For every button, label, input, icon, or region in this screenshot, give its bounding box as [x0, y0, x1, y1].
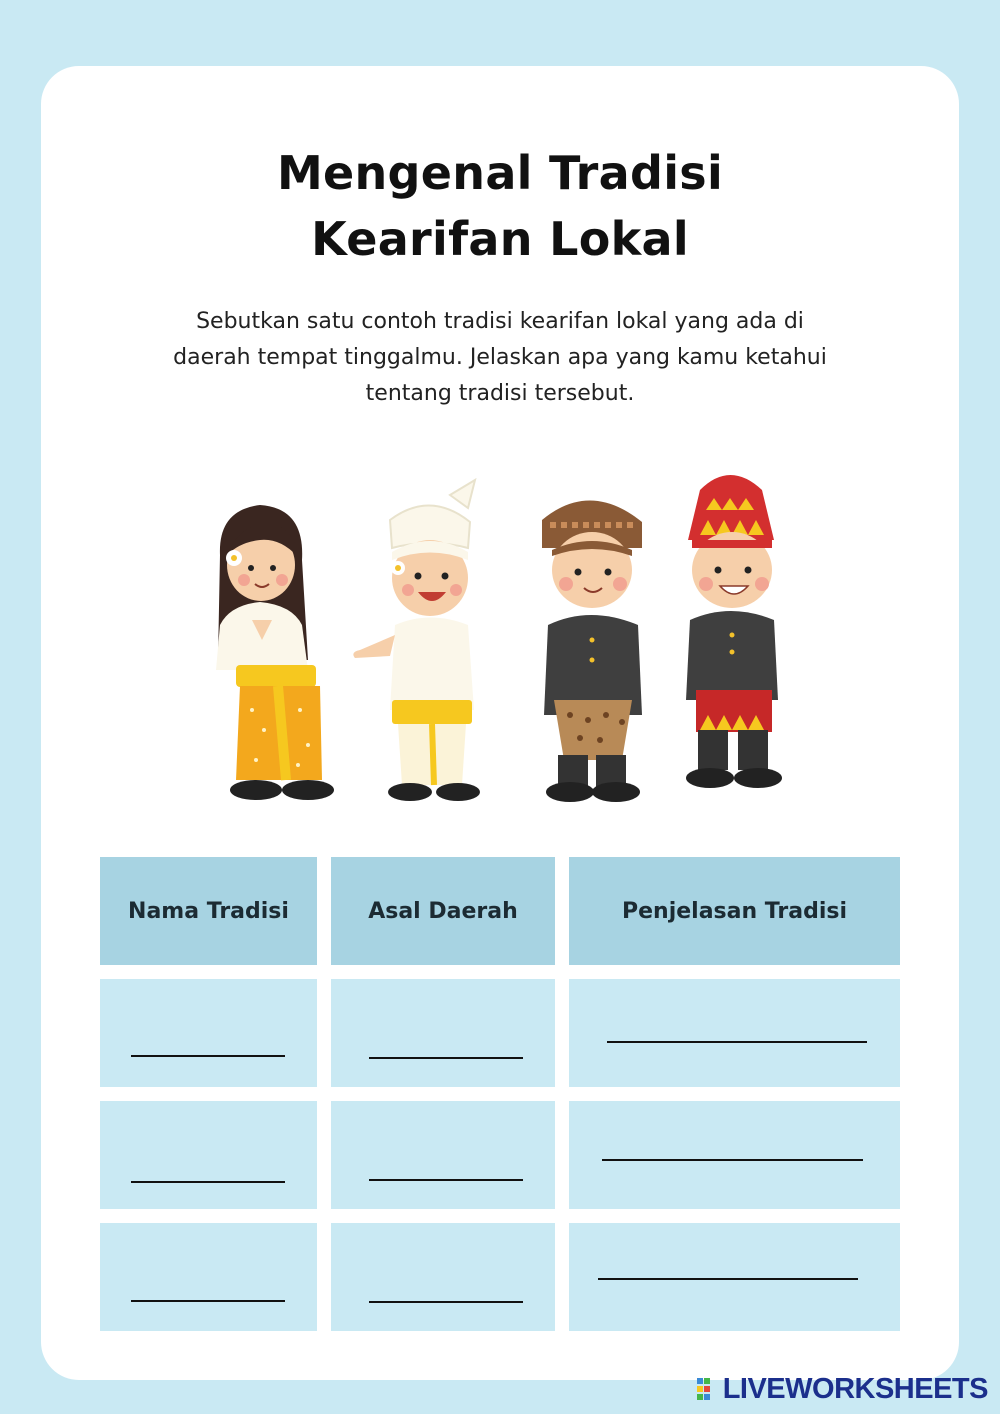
title-line-1: Mengenal Tradisi: [276, 146, 724, 200]
boy-songket-figure: [686, 475, 782, 788]
answer-blank-line[interactable]: [131, 1300, 285, 1302]
header-asal-daerah: Asal Daerah: [331, 857, 555, 965]
header-nama-tradisi: Nama Tradisi: [100, 857, 317, 965]
table-cell-row2-nama[interactable]: [100, 1101, 317, 1209]
table-cell-row1-asal[interactable]: [331, 979, 555, 1087]
instruction-line-3: tentang tradisi tersebut.: [365, 381, 635, 406]
table-cell-row3-asal[interactable]: [331, 1223, 555, 1331]
girl-balinese-figure: [216, 505, 334, 800]
boy-balinese-figure: [353, 480, 480, 801]
brand-name: LIVEWORKSHEETS: [722, 1372, 988, 1405]
table-cell-row2-asal[interactable]: [331, 1101, 555, 1209]
instruction-text: [130, 304, 870, 412]
instruction-line-2: daerah tempat tinggalmu. Jelaskan apa yang kamu ketahui: [173, 345, 827, 370]
answer-blank-line[interactable]: [602, 1159, 863, 1161]
table-cell-row3-penjelasan[interactable]: [569, 1223, 900, 1331]
answer-blank-line[interactable]: [131, 1055, 285, 1057]
liveworksheets-logo-icon: [697, 1376, 719, 1402]
header-penjelasan-tradisi: Penjelasan Tradisi: [569, 857, 900, 965]
table-cell-row3-nama[interactable]: [100, 1223, 317, 1331]
answer-blank-line[interactable]: [607, 1041, 867, 1043]
worksheet-title: [0, 140, 1000, 272]
title-line-2: Kearifan Lokal: [311, 212, 689, 266]
answer-blank-line[interactable]: [369, 1057, 523, 1059]
table-cell-row1-penjelasan[interactable]: [569, 979, 900, 1087]
answer-blank-line[interactable]: [369, 1179, 523, 1181]
traditional-children-illustration: [200, 460, 800, 810]
answer-blank-line[interactable]: [369, 1301, 523, 1303]
instruction-line-1: Sebutkan satu contoh tradisi kearifan lokal yang ada di: [196, 309, 804, 334]
answer-blank-line[interactable]: [598, 1278, 858, 1280]
answer-blank-line[interactable]: [131, 1181, 285, 1183]
liveworksheets-brand[interactable]: [697, 1372, 988, 1406]
table-cell-row2-penjelasan[interactable]: [569, 1101, 900, 1209]
table-cell-row1-nama[interactable]: [100, 979, 317, 1087]
boy-javanese-figure: [542, 500, 642, 802]
